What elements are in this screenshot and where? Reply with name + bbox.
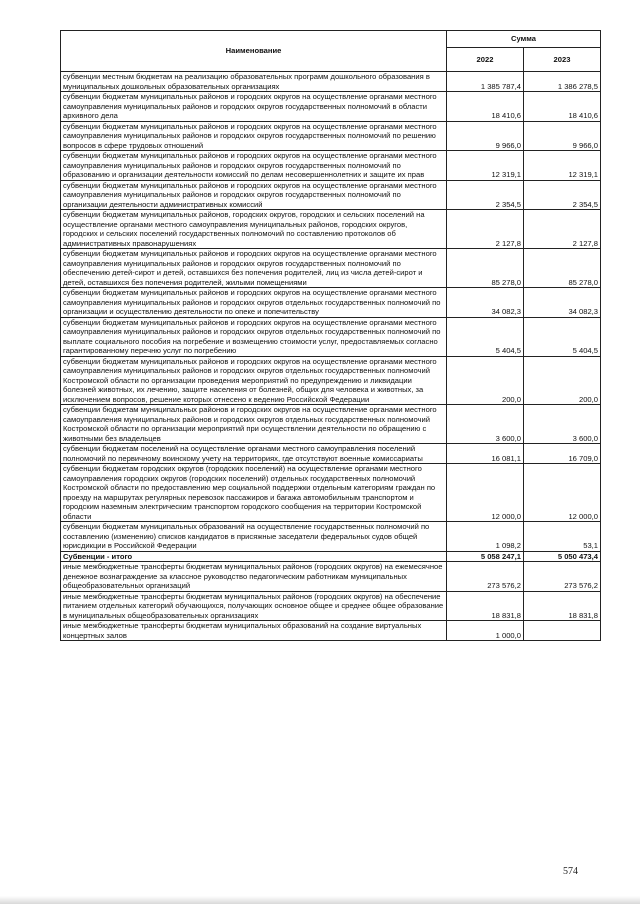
table-row bbox=[61, 562, 601, 592]
row-value-2022: 16 081,1 bbox=[447, 444, 524, 464]
row-value-2023: 85 278,0 bbox=[524, 249, 601, 288]
column-header-2022: 2022 bbox=[447, 48, 524, 72]
row-value-2022: 18 831,8 bbox=[447, 591, 524, 621]
row-name: субвенции бюджетам муниципальных образований на осуществление государственных полномочий по составлению (изменению) списков кандидатов в присяжные заседатели федеральных судов общей юрисдикции в Российской Федерации bbox=[61, 522, 447, 552]
row-value-2023: 9 966,0 bbox=[524, 121, 601, 151]
row-value-2023: 12 000,0 bbox=[524, 464, 601, 522]
row-name: субвенции бюджетам муниципальных районов и городских округов на осуществление органами местного самоуправления муниципальных районов и городских округов отдельных государственных полномочий по организации и осуществлению деятельности по опеке и попечительству bbox=[61, 288, 447, 318]
total-value-2023: 5 050 473,4 bbox=[524, 551, 601, 562]
table-row bbox=[61, 121, 601, 151]
column-header-2023: 2023 bbox=[524, 48, 601, 72]
table-row bbox=[61, 151, 601, 181]
row-value-2022: 12 319,1 bbox=[447, 151, 524, 181]
row-value-2023: 34 082,3 bbox=[524, 288, 601, 318]
row-name: субвенции бюджетам муниципальных районов и городских округов на осуществление органами местного самоуправления муниципальных районов и городских округов отдельных государственных полномочий Костромской области по организации проведения мероприятий по предупреждению и ликвидации болезней животных, их лечению, защите населения от болезней, общих для человека и животных, за исключением вопросов, решение которых отнесено к ведению Российской Федерации bbox=[61, 356, 447, 405]
row-value-2023: 2 127,8 bbox=[524, 210, 601, 249]
table-row bbox=[61, 356, 601, 405]
row-value-2022: 12 000,0 bbox=[447, 464, 524, 522]
row-value-2022: 3 600,0 bbox=[447, 405, 524, 444]
row-value-2023 bbox=[524, 621, 601, 641]
total-label: Субвенции - итого bbox=[61, 551, 447, 562]
row-value-2023: 3 600,0 bbox=[524, 405, 601, 444]
row-name: субвенции бюджетам городских округов (городских поселений) на осуществление органами местного самоуправления городских округов (городских поселений) отдельных государственных полномочий Костромской области по предоставлению мер социальной поддержки отдельным категориям граждан по проезду на маршрутах регулярных перевозок пассажиров и багажа автомобильным транспортом и городским наземным электрическим транспортом городского сообщения на территории Костромской области bbox=[61, 464, 447, 522]
row-name: субвенции бюджетам муниципальных районов, городских округов, городских и сельских поселений на осуществление органами местного самоуправления муниципальных районов, городских округов, городских и сельских поселений государственных полномочий по составлению протоколов об административных правонарушениях bbox=[61, 210, 447, 249]
row-value-2023: 5 404,5 bbox=[524, 317, 601, 356]
row-value-2023: 18 831,8 bbox=[524, 591, 601, 621]
row-value-2023: 273 576,2 bbox=[524, 562, 601, 592]
scan-edge bbox=[0, 896, 640, 904]
row-value-2022: 34 082,3 bbox=[447, 288, 524, 318]
row-value-2022: 1 000,0 bbox=[447, 621, 524, 641]
row-name: субвенции бюджетам муниципальных районов и городских округов на осуществление органами местного самоуправления муниципальных районов и городских округов государственных полномочий в области архивного дела bbox=[61, 92, 447, 122]
row-name: субвенции бюджетам муниципальных районов и городских округов на осуществление органами местного самоуправления муниципальных районов и городских округов государственных полномочий по решению вопросов в сфере трудовых отношений bbox=[61, 121, 447, 151]
row-value-2022: 85 278,0 bbox=[447, 249, 524, 288]
row-name: субвенции бюджетам муниципальных районов и городских округов на осуществление органами местного самоуправления муниципальных районов и городских округов государственных полномочий по образованию и организации деятельности комиссий по делам несовершеннолетних и защите их прав bbox=[61, 151, 447, 181]
table-row bbox=[61, 522, 601, 552]
row-name: субвенции бюджетам муниципальных районов и городских округов на осуществление органами местного самоуправления муниципальных районов и городских округов государственных полномочий по организации деятельности административных комиссий bbox=[61, 180, 447, 210]
row-value-2023: 18 410,6 bbox=[524, 92, 601, 122]
budget-table bbox=[60, 30, 601, 641]
total-row bbox=[61, 551, 601, 562]
row-value-2022: 2 354,5 bbox=[447, 180, 524, 210]
row-value-2022: 2 127,8 bbox=[447, 210, 524, 249]
row-value-2023: 2 354,5 bbox=[524, 180, 601, 210]
row-name: субвенции бюджетам поселений на осуществление органами местного самоуправления поселений полномочий по первичному воинскому учету на территориях, где отсутствуют военные комиссариаты bbox=[61, 444, 447, 464]
table-row bbox=[61, 210, 601, 249]
table-row bbox=[61, 317, 601, 356]
row-name: субвенции бюджетам муниципальных районов и городских округов на осуществление органами местного самоуправления муниципальных районов и городских округов государственных полномочий по обеспечению детей-сирот и детей, оставшихся без попечения родителей, лиц из числа детей-сирот и детей, оставшихся без попечения родителей, жилыми помещениями bbox=[61, 249, 447, 288]
table-row bbox=[61, 464, 601, 522]
row-value-2023: 1 386 278,5 bbox=[524, 72, 601, 92]
total-value-2022: 5 058 247,1 bbox=[447, 551, 524, 562]
row-name: субвенции бюджетам муниципальных районов и городских округов на осуществление органами местного самоуправления муниципальных районов и городских округов отдельных государственных полномочий по выплате социального пособия на погребение и возмещению стоимости услуг, предоставляемых согласно гарантированному перечню услуг по погребению bbox=[61, 317, 447, 356]
table-row bbox=[61, 180, 601, 210]
table-row bbox=[61, 621, 601, 641]
row-value-2022: 5 404,5 bbox=[447, 317, 524, 356]
page-number: 574 bbox=[563, 866, 578, 877]
row-value-2022: 1 385 787,4 bbox=[447, 72, 524, 92]
row-value-2022: 1 098,2 bbox=[447, 522, 524, 552]
table-row bbox=[61, 444, 601, 464]
row-name: иные межбюджетные трансферты бюджетам муниципальных образований на создание виртуальных концертных залов bbox=[61, 621, 447, 641]
table-row bbox=[61, 72, 601, 92]
row-value-2023: 12 319,1 bbox=[524, 151, 601, 181]
row-value-2023: 16 709,0 bbox=[524, 444, 601, 464]
row-name: субвенции местным бюджетам на реализацию образовательных программ дошкольного образования в муниципальных дошкольных образовательных организациях bbox=[61, 72, 447, 92]
table-row bbox=[61, 92, 601, 122]
column-header-sum: Сумма bbox=[447, 31, 601, 48]
table-row bbox=[61, 249, 601, 288]
row-name: иные межбюджетные трансферты бюджетам муниципальных районов (городских округов) на обеспечение питанием отдельных категорий обучающихся, получающих основное общее и среднее общее образование в муниципальных общеобразовательных организациях bbox=[61, 591, 447, 621]
table-row bbox=[61, 288, 601, 318]
row-value-2022: 18 410,6 bbox=[447, 92, 524, 122]
table-row bbox=[61, 591, 601, 621]
row-value-2023: 53,1 bbox=[524, 522, 601, 552]
row-value-2022: 9 966,0 bbox=[447, 121, 524, 151]
table-row bbox=[61, 405, 601, 444]
column-header-name: Наименование bbox=[61, 31, 447, 72]
row-name: субвенции бюджетам муниципальных районов и городских округов на осуществление органами местного самоуправления муниципальных районов и городских округов отдельных государственных полномочий Костромской области по организации мероприятий при осуществлении деятельности по обращению с животными без владельцев bbox=[61, 405, 447, 444]
row-name: иные межбюджетные трансферты бюджетам муниципальных районов (городских округов) на ежемесячное денежное вознаграждение за классное руководство педагогическим работникам муниципальных общеобразовательных организаций bbox=[61, 562, 447, 592]
row-value-2022: 273 576,2 bbox=[447, 562, 524, 592]
row-value-2022: 200,0 bbox=[447, 356, 524, 405]
row-value-2023: 200,0 bbox=[524, 356, 601, 405]
